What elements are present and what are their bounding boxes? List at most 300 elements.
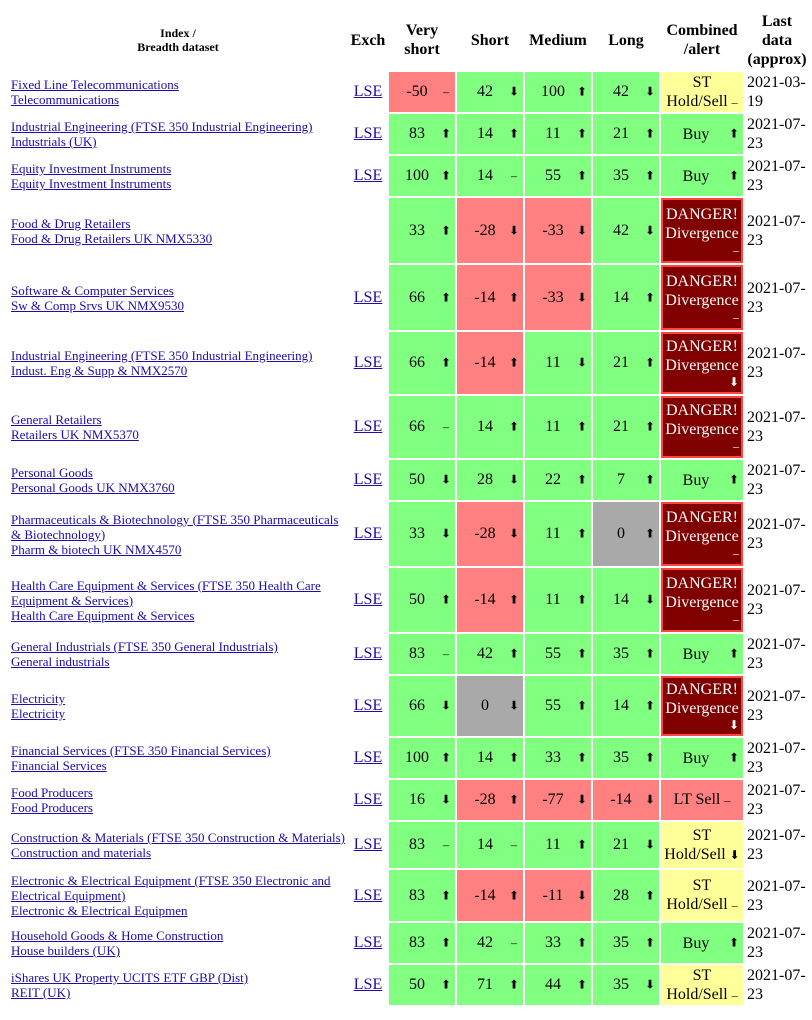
trend-arrow-icon: ⬆: [645, 419, 656, 434]
trend-arrow-icon: ⬆: [441, 223, 452, 237]
short-value: -14: [474, 886, 496, 904]
combined-label: ST Hold/Sell: [666, 966, 728, 1003]
exch-link[interactable]: LSE: [353, 697, 383, 714]
short-value: -14: [474, 354, 496, 371]
medium-cell: [525, 502, 591, 566]
trend-arrow-icon: ⬇: [441, 472, 452, 487]
trend-arrow-icon: –: [731, 94, 738, 109]
medium-cell: [525, 396, 591, 458]
long-value: 42: [613, 221, 629, 239]
short-cell: [457, 738, 523, 778]
combined-cell: [661, 114, 743, 154]
medium-cell: [525, 332, 591, 394]
combined-cell: [661, 460, 743, 500]
trend-arrow-icon: ⬆: [577, 935, 588, 950]
trend-arrow-icon: ⬇: [509, 526, 520, 541]
trend-arrow-icon: ⬆: [577, 168, 588, 183]
last-data-cell: 2021-07-23: [747, 827, 806, 863]
index-name-cell: [9, 568, 347, 632]
dataset-link[interactable]: Financial Services: [11, 758, 107, 773]
exch-cell: [349, 738, 387, 778]
last-data-cell: 2021-07-23: [747, 212, 806, 249]
last-data-cell: 2021-07-23: [747, 782, 806, 818]
short-cell: [457, 156, 523, 196]
trend-arrow-icon: ⬆: [728, 935, 739, 950]
short-cell: [457, 198, 523, 263]
dataset-link[interactable]: Telecommunications: [11, 92, 120, 107]
combined-label: DANGER! Divergence: [665, 338, 739, 374]
combined-cell: [661, 965, 743, 1005]
very-short-cell: [389, 822, 455, 868]
exch-cell: [349, 396, 387, 458]
dataset-link[interactable]: Electricity: [11, 706, 66, 721]
index-link[interactable]: Construction & Materials (FTSE 350 Construction & Materials): [11, 830, 345, 845]
last-data-cell: 2021-07-23: [747, 409, 806, 445]
long-cell: [593, 502, 659, 566]
long-header: Long: [608, 31, 644, 49]
combined-label: Buy: [682, 749, 710, 767]
short-cell: [457, 502, 523, 566]
dataset-link[interactable]: Personal Goods UK NMX3760: [11, 480, 175, 495]
trend-arrow-icon: ⬇: [645, 592, 656, 607]
medium-value: 11: [545, 525, 561, 542]
index-link[interactable]: Health Care Equipment & Services (FTSE 350 Health Care Equipment & Services): [11, 577, 321, 608]
exch-link[interactable]: LSE: [353, 471, 383, 488]
long-cell: [593, 156, 659, 196]
index-link[interactable]: Industrial Engineering (FTSE 350 Industrial Engineering): [11, 119, 313, 134]
short-cell: [457, 923, 523, 963]
trend-arrow-icon: ⬇: [645, 977, 656, 992]
long-value: 14: [613, 591, 629, 608]
exch-link[interactable]: LSE: [353, 525, 383, 542]
short-cell: [457, 568, 523, 632]
index-name-cell: [9, 676, 347, 736]
long-value: 21: [613, 418, 629, 435]
long-value: 21: [613, 836, 629, 853]
index-link[interactable]: Fixed Line Telecommunications: [11, 77, 179, 92]
dataset-link[interactable]: Construction and materials: [11, 845, 152, 860]
exch-link[interactable]: LSE: [353, 167, 383, 184]
dataset-link[interactable]: REIT (UK): [11, 985, 71, 1000]
trend-arrow-icon: ⬇: [577, 223, 588, 237]
short-cell: [457, 870, 523, 921]
trend-arrow-icon: ⬇: [577, 888, 588, 902]
last-data-cell: 2021-07-23: [747, 116, 806, 152]
trend-arrow-icon: ⬆: [577, 592, 588, 607]
index-link[interactable]: Industrial Engineering (FTSE 350 Industrial Engineering): [11, 348, 313, 363]
exch-link[interactable]: LSE: [353, 645, 383, 662]
dataset-link[interactable]: Health Care Equipment & Services: [11, 607, 195, 623]
trend-arrow-icon: ⬆: [728, 750, 739, 765]
long-value: 35: [613, 167, 629, 184]
dataset-link[interactable]: Food Producers: [11, 800, 93, 815]
very-short-cell: [389, 265, 455, 330]
trend-arrow-icon: ⬆: [441, 355, 452, 370]
combined-label: DANGER! Divergence: [665, 509, 739, 545]
combined-header: Combined /alert: [666, 22, 738, 58]
medium-value: 55: [545, 167, 561, 184]
trend-arrow-icon: –: [731, 898, 738, 912]
very-short-value: 66: [409, 418, 425, 435]
trend-arrow-icon: –: [511, 837, 517, 852]
trend-arrow-icon: ⬆: [441, 592, 452, 607]
trend-arrow-icon: ⬆: [645, 750, 656, 765]
medium-value: 22: [545, 471, 561, 488]
short-value: 42: [477, 83, 493, 100]
trend-arrow-icon: –: [511, 168, 517, 183]
index-name-cell: [9, 634, 347, 674]
combined-label: DANGER! Divergence: [665, 272, 739, 309]
trend-arrow-icon: –: [724, 793, 731, 807]
combined-cell: [661, 156, 743, 196]
index-name-cell: [9, 822, 347, 868]
index-link[interactable]: Food Producers: [11, 785, 93, 800]
index-link[interactable]: Software & Computer Services: [11, 282, 174, 298]
index-link[interactable]: Electricity: [11, 691, 66, 706]
long-value: 14: [613, 697, 629, 714]
long-cell: [593, 198, 659, 263]
long-value: 21: [613, 354, 629, 371]
long-cell: [593, 72, 659, 112]
long-cell: [593, 738, 659, 778]
table-row: [9, 822, 809, 868]
trend-arrow-icon: ⬆: [509, 290, 520, 304]
trend-arrow-icon: ⬆: [645, 126, 656, 141]
trend-arrow-icon: ⬇: [509, 472, 520, 487]
exch-cell: [349, 965, 387, 1005]
short-value: -14: [474, 288, 496, 306]
very-short-cell: [389, 568, 455, 632]
trend-arrow-icon: ⬆: [577, 750, 588, 765]
exch-cell: [349, 780, 387, 820]
long-cell: [593, 568, 659, 632]
trend-arrow-icon: ⬆: [509, 355, 520, 370]
dataset-link[interactable]: Electronic & Electrical Equipmen: [11, 903, 188, 918]
exch-link[interactable]: LSE: [353, 976, 383, 993]
exch-cell: [349, 156, 387, 196]
trend-arrow-icon: –: [443, 646, 449, 661]
very-short-cell: [389, 396, 455, 458]
table-row: [9, 676, 809, 736]
trend-arrow-icon: ⬆: [441, 935, 452, 950]
long-cell: [593, 870, 659, 921]
exch-cell: [349, 198, 387, 263]
combined-label: ST Hold/Sell: [664, 826, 726, 863]
dataset-link[interactable]: Industrials (UK): [11, 134, 97, 149]
combined-cell: [661, 198, 743, 263]
trend-arrow-icon: ⬆: [645, 935, 656, 950]
short-value: 14: [477, 418, 493, 435]
long-value: 0: [617, 525, 625, 542]
index-name-cell: [9, 396, 347, 458]
very-short-value: 50: [409, 976, 425, 993]
medium-value: 100: [541, 83, 565, 100]
long-cell: [593, 780, 659, 820]
very-short-cell: [389, 676, 455, 736]
index-link[interactable]: Household Goods & Home Construction: [11, 928, 224, 943]
trend-arrow-icon: ⬆: [509, 592, 520, 607]
dataset-link[interactable]: House builders (UK): [11, 943, 121, 958]
exch-cell: [349, 923, 387, 963]
trend-arrow-icon: ⬆: [577, 472, 588, 487]
combined-label: Buy: [682, 645, 710, 663]
table-row: [9, 634, 809, 674]
short-cell: [457, 460, 523, 500]
medium-value: 11: [545, 591, 561, 608]
combined-cell: [661, 265, 743, 330]
medium-cell: [525, 72, 591, 112]
combined-cell: [661, 822, 743, 868]
index-name-cell: [9, 870, 347, 921]
trend-arrow-icon: ⬆: [728, 126, 739, 141]
trend-arrow-icon: ⬇: [645, 792, 656, 807]
exch-link[interactable]: LSE: [353, 418, 383, 435]
very-short-cell: [389, 460, 455, 500]
table-row: [9, 780, 809, 820]
very-short-value: 66: [409, 354, 425, 371]
medium-cell: [525, 114, 591, 154]
medium-cell: [525, 634, 591, 674]
trend-arrow-icon: ⬆: [441, 126, 452, 141]
exch-cell: [349, 332, 387, 394]
very-short-value: 83: [409, 125, 425, 142]
exch-link[interactable]: LSE: [353, 591, 383, 608]
trend-arrow-icon: –: [733, 309, 739, 324]
medium-cell: [525, 870, 591, 921]
dataset-link[interactable]: Equity Investment Instruments: [11, 176, 172, 191]
index-link[interactable]: General Industrials (FTSE 350 General Industrials): [11, 639, 278, 654]
short-value: 14: [477, 125, 493, 142]
exch-cell: [349, 114, 387, 154]
dataset-link[interactable]: Sw & Comp Srvs UK NMX9530: [11, 297, 184, 313]
trend-arrow-icon: ⬇: [509, 84, 520, 99]
very-short-cell: [389, 923, 455, 963]
very-short-cell: [389, 502, 455, 566]
short-value: 71: [477, 976, 493, 993]
index-link[interactable]: Personal Goods: [11, 465, 93, 480]
trend-arrow-icon: ⬆: [645, 290, 656, 304]
short-cell: [457, 114, 523, 154]
medium-cell: [525, 780, 591, 820]
trend-arrow-icon: ⬆: [728, 472, 739, 487]
table-row: [9, 738, 809, 778]
trend-arrow-icon: ⬆: [509, 126, 520, 141]
index-header: Index / Breadth dataset: [137, 26, 219, 54]
index-link[interactable]: Pharmaceuticals & Biotechnology (FTSE 350 Pharmaceuticals & Biotechnology): [11, 511, 339, 542]
medium-value: 33: [545, 749, 561, 766]
short-value: -28: [474, 221, 496, 239]
trend-arrow-icon: ⬇: [645, 223, 656, 237]
index-name-cell: [9, 460, 347, 500]
short-cell: [457, 332, 523, 394]
exch-cell: [349, 265, 387, 330]
dataset-link[interactable]: Indust. Eng & Supp & NMX2570: [11, 363, 188, 378]
trend-arrow-icon: ⬇: [729, 847, 740, 862]
index-name-cell: [9, 265, 347, 330]
trend-arrow-icon: ⬆: [577, 84, 588, 99]
index-link[interactable]: iShares UK Property UCITS ETF GBP (Dist): [11, 970, 249, 985]
medium-cell: [525, 676, 591, 736]
trend-arrow-icon: ⬆: [441, 750, 452, 765]
exch-link[interactable]: LSE: [353, 288, 383, 306]
trend-arrow-icon: –: [733, 439, 739, 453]
very-short-value: 83: [409, 886, 425, 904]
trend-arrow-icon: ⬇: [577, 792, 588, 807]
table-row: [9, 114, 809, 154]
table-row: [9, 870, 809, 921]
very-short-cell: [389, 634, 455, 674]
last-data-cell: 2021-07-23: [747, 740, 806, 776]
short-cell: [457, 822, 523, 868]
exch-link[interactable]: LSE: [353, 354, 383, 371]
very-short-value: 83: [409, 934, 425, 951]
dataset-link[interactable]: Food & Drug Retailers UK NMX5330: [11, 230, 213, 246]
very-short-value: 16: [409, 791, 425, 808]
medium-value: 11: [545, 836, 561, 853]
last-data-cell: 2021-07-23: [747, 967, 806, 1003]
index-link[interactable]: Food & Drug Retailers: [11, 215, 131, 231]
trend-arrow-icon: –: [733, 612, 739, 626]
short-cell: [457, 780, 523, 820]
medium-cell: [525, 198, 591, 263]
exch-cell: [349, 822, 387, 868]
trend-arrow-icon: ⬇: [645, 84, 656, 99]
exch-link[interactable]: LSE: [353, 886, 383, 904]
short-value: 0: [481, 697, 489, 714]
trend-arrow-icon: ⬆: [577, 126, 588, 141]
very-short-value: 100: [405, 749, 429, 766]
trend-arrow-icon: ⬆: [509, 646, 520, 661]
dataset-link[interactable]: General industrials: [11, 654, 110, 669]
combined-cell: [661, 72, 743, 112]
medium-cell: [525, 923, 591, 963]
trend-arrow-icon: ⬆: [509, 977, 520, 992]
medium-value: 33: [545, 934, 561, 951]
dataset-link[interactable]: Pharm & biotech UK NMX4570: [11, 541, 182, 557]
trend-arrow-icon: ⬆: [441, 977, 452, 992]
medium-value: 11: [545, 354, 561, 371]
short-cell: [457, 265, 523, 330]
trend-arrow-icon: ⬆: [509, 750, 520, 765]
exch-link[interactable]: LSE: [353, 125, 383, 142]
table-row: [9, 923, 809, 963]
long-cell: [593, 265, 659, 330]
last-data-header: Last data (approx): [747, 12, 807, 68]
short-cell: [457, 676, 523, 736]
index-name-cell: [9, 114, 347, 154]
table-row: [9, 396, 809, 458]
long-value: 28: [613, 886, 629, 904]
combined-label: DANGER! Divergence: [665, 402, 739, 438]
short-value: 42: [477, 934, 493, 951]
trend-arrow-icon: ⬆: [441, 888, 452, 902]
very-short-value: -50: [406, 83, 428, 100]
index-name-cell: [9, 198, 347, 263]
combined-cell: [661, 738, 743, 778]
dataset-link[interactable]: Retailers UK NMX5370: [11, 427, 139, 442]
long-cell: [593, 822, 659, 868]
trend-arrow-icon: ⬇: [441, 698, 452, 713]
trend-arrow-icon: –: [733, 546, 739, 560]
very-short-value: 33: [409, 221, 425, 239]
exch-link[interactable]: LSE: [353, 791, 383, 808]
trend-arrow-icon: ⬆: [645, 888, 656, 902]
medium-cell: [525, 156, 591, 196]
long-value: 7: [617, 471, 625, 488]
last-data-cell: 2021-07-23: [747, 345, 806, 381]
trend-arrow-icon: ⬆: [645, 646, 656, 661]
very-short-cell: [389, 332, 455, 394]
combined-label: Buy: [682, 934, 710, 952]
trend-arrow-icon: ⬆: [577, 419, 588, 434]
long-cell: [593, 396, 659, 458]
medium-value: -77: [542, 791, 564, 808]
index-link[interactable]: Financial Services (FTSE 350 Financial Services): [11, 743, 271, 758]
trend-arrow-icon: ⬆: [728, 168, 739, 183]
last-data-cell: 2021-03-19: [747, 74, 806, 110]
very-short-value: 50: [409, 591, 425, 608]
medium-header: Medium: [529, 31, 587, 49]
trend-arrow-icon: ⬆: [577, 646, 588, 661]
exch-link[interactable]: LSE: [353, 83, 383, 100]
medium-value: 11: [545, 418, 561, 435]
exch-link[interactable]: LSE: [353, 836, 383, 853]
medium-value: -11: [542, 886, 564, 904]
long-cell: [593, 332, 659, 394]
trend-arrow-icon: ⬆: [577, 837, 588, 852]
combined-cell: [661, 676, 743, 736]
exch-link[interactable]: LSE: [353, 934, 383, 951]
last-data-cell: 2021-07-23: [747, 279, 806, 316]
breadth-table: [7, 8, 811, 1007]
trend-arrow-icon: –: [511, 935, 517, 950]
medium-value: 44: [545, 976, 561, 993]
medium-cell: [525, 965, 591, 1005]
trend-arrow-icon: ⬆: [577, 698, 588, 713]
trend-arrow-icon: ⬇: [577, 355, 588, 370]
long-cell: [593, 965, 659, 1005]
index-name-cell: [9, 738, 347, 778]
trend-arrow-icon: ⬆: [645, 698, 656, 713]
short-value: 14: [477, 836, 493, 853]
combined-label: ST Hold/Sell: [666, 877, 728, 913]
medium-value: 55: [545, 697, 561, 714]
exch-link[interactable]: LSE: [353, 749, 383, 766]
table-row: [9, 502, 809, 566]
long-value: 35: [613, 749, 629, 766]
trend-arrow-icon: ⬆: [645, 526, 656, 541]
combined-label: DANGER! Divergence: [665, 681, 739, 717]
combined-cell: [661, 396, 743, 458]
very-short-cell: [389, 738, 455, 778]
combined-cell: [661, 870, 743, 921]
index-link[interactable]: Electronic & Electrical Equipment (FTSE 350 Electronic and Electrical Equipment): [11, 873, 331, 903]
long-value: 35: [613, 934, 629, 951]
index-name-cell: [9, 156, 347, 196]
index-name-cell: [9, 965, 347, 1005]
last-data-cell: 2021-07-23: [747, 516, 806, 552]
index-link[interactable]: Equity Investment Instruments: [11, 161, 172, 176]
medium-value: 55: [545, 645, 561, 662]
exch-cell: [349, 676, 387, 736]
index-link[interactable]: General Retailers: [11, 412, 102, 427]
combined-label: Buy: [682, 125, 710, 143]
last-data-cell: 2021-07-23: [747, 877, 806, 914]
long-value: 42: [613, 83, 629, 100]
trend-arrow-icon: –: [733, 242, 739, 257]
very-short-header: Very short: [404, 22, 440, 58]
short-header: Short: [470, 31, 510, 49]
